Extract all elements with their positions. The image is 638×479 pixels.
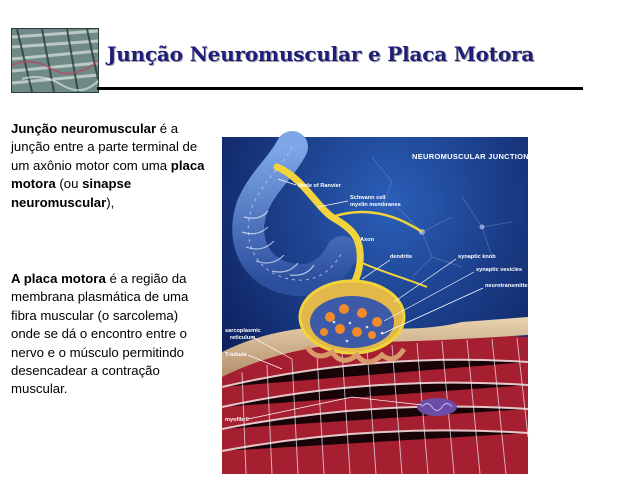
- label-dendrite: dendrite: [390, 254, 413, 260]
- label-schwann-cell: Schwann cell: [350, 195, 386, 201]
- rich-text-run: sinapse neuromuscular: [11, 176, 132, 210]
- rich-text-run: placa motora: [11, 157, 205, 192]
- rich-text-run: (ou: [55, 176, 83, 192]
- label-t-tubule: T-tubule: [225, 352, 247, 358]
- figure-title: NEUROMUSCULAR JUNCTION: [412, 152, 530, 161]
- label-neurotransmitters: neurotransmitters: [485, 283, 533, 289]
- label-myelin-membranes: myelin membranes: [350, 202, 401, 208]
- label-node-of-ranvier: Node of Ranvier: [298, 183, 341, 189]
- label-reticulum: reticulum: [230, 335, 256, 341]
- title-divider: [97, 87, 583, 90]
- page-title: Junção Neuromuscular e Placa Motora: [107, 42, 535, 66]
- rich-text-run: ),: [106, 194, 115, 210]
- paragraph-neuromuscular-junction: [11, 120, 211, 212]
- label-synaptic-knob: synaptic knob: [458, 254, 496, 260]
- rich-text-run: é a junção entre a parte terminal de um axônio motor com uma: [11, 121, 198, 173]
- label-axon: Axon: [360, 237, 374, 243]
- label-sarcoplasmic: sarcoplasmic: [225, 328, 261, 334]
- paragraph-motor-plate: [11, 270, 211, 399]
- neuromuscular-junction-illustration: [222, 137, 533, 474]
- rich-text-run: A placa motora: [11, 271, 106, 286]
- label-myofibril: myofibril: [225, 417, 249, 423]
- logo-image: [11, 28, 99, 93]
- label-synaptic-vesicles: synaptic vesicles: [476, 267, 523, 273]
- rich-text-run: é a região da membrana plasmática de uma fibra muscular (o sarcolema) onde se dá o encontro entre o nervo e o músculo permitindo desencadear a contração muscular.: [11, 271, 189, 397]
- rich-text-run: Junção neuromuscular: [11, 121, 157, 136]
